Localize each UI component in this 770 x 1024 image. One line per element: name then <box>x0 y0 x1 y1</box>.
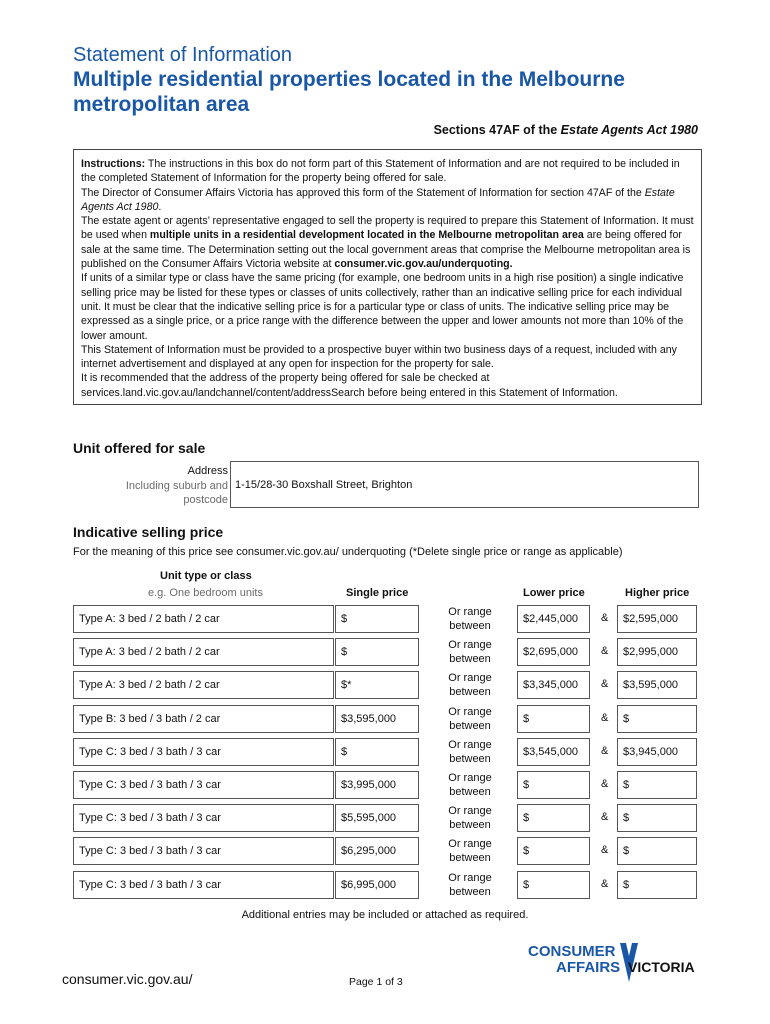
or-range-label <box>440 705 500 733</box>
or-range-line2: between <box>449 653 491 665</box>
range-ampersand: & <box>601 844 609 856</box>
higher-price-cell[interactable]: $ <box>617 837 697 865</box>
range-ampersand: & <box>601 778 609 790</box>
range-ampersand: & <box>601 612 609 624</box>
or-range-line1: Or range <box>448 739 492 751</box>
higher-price-cell[interactable]: $2,595,000 <box>617 605 697 633</box>
range-ampersand: & <box>601 645 609 657</box>
or-range-line1: Or range <box>448 606 492 618</box>
unit-type-cell[interactable]: Type C: 3 bed / 3 bath / 3 car <box>73 871 334 899</box>
or-range-line2: between <box>449 720 491 732</box>
single-price-cell[interactable]: $ <box>335 638 419 666</box>
instructions-label: Instructions: <box>81 158 146 170</box>
lower-price-cell[interactable]: $3,345,000 <box>517 671 590 699</box>
price-note: For the meaning of this price see consumer.vic.gov.au/ underquoting (*Delete single price or range as applicable) <box>73 546 623 558</box>
instructions-p4: If units of a similar type or class have the same pricing (for example, one bedroom units in a high rise position) a single indicative selling price may be listed for these types or classes of units collectively, rather than an indicative selling price for each individual unit. It must be clear that the indicative selling price is for a particular type or class of units. The indicative selling price may be expressed as a single price, or a price range with the difference between the upper and lower amounts not more than 10% of the lower amount. <box>81 272 684 342</box>
unit-type-cell[interactable]: Type C: 3 bed / 3 bath / 3 car <box>73 837 334 865</box>
unit-heading: Unit offered for sale <box>73 440 206 456</box>
instructions-p3b: are being offered for sale at the same time. The Determination setting out the local government areas that comprise the Melbourne metropolitan area is published on the Consumer Affairs Victoria website at <box>81 229 691 271</box>
or-range-line2: between <box>449 786 491 798</box>
address-label-line2: Including suburb and <box>125 479 228 492</box>
sections-reference <box>434 123 698 137</box>
address-label-line3: postcode <box>183 494 228 506</box>
sections-prefix: Sections 47AF of the <box>433 123 561 137</box>
or-range-line2: between <box>449 852 491 864</box>
unit-type-cell[interactable]: Type A: 3 bed / 2 bath / 2 car <box>73 605 334 633</box>
instructions-p1: The instructions in this box do not form part of this Statement of Information and are not required to be included in the completed Statement of Information for the property being offered for sale. <box>81 158 680 185</box>
col-lower-header: Lower price <box>523 587 585 599</box>
instructions-p3-bold: multiple units in a residential development located in the Melbourne metropolitan area <box>149 229 584 242</box>
unit-type-cell[interactable]: Type B: 3 bed / 3 bath / 2 car <box>73 705 334 733</box>
range-ampersand: & <box>601 712 609 724</box>
range-ampersand: & <box>601 678 609 690</box>
or-range-label <box>440 605 500 633</box>
higher-price-cell[interactable]: $ <box>617 771 697 799</box>
higher-price-cell[interactable]: $ <box>617 705 697 733</box>
instructions-p2-end: . <box>158 200 162 213</box>
lower-price-cell[interactable]: $ <box>517 804 590 832</box>
col-single-header: Single price <box>346 587 409 599</box>
or-range-line1: Or range <box>448 872 492 884</box>
single-price-cell[interactable]: $3,595,000 <box>335 705 419 733</box>
or-range-line1: Or range <box>448 706 492 718</box>
col-type-hint: e.g. One bedroom units <box>148 587 263 599</box>
higher-price-cell[interactable]: $3,945,000 <box>617 738 697 766</box>
or-range-line1: Or range <box>448 805 492 817</box>
lower-price-cell[interactable]: $3,545,000 <box>517 738 590 766</box>
single-price-cell[interactable]: $6,995,000 <box>335 871 419 899</box>
single-price-cell[interactable]: $5,595,000 <box>335 804 419 832</box>
lower-price-cell[interactable]: $ <box>517 837 590 865</box>
higher-price-cell[interactable]: $2,995,000 <box>617 638 697 666</box>
or-range-label <box>440 837 500 865</box>
instructions-p3a: The estate agent or agents’ representative engaged to sell the property is required to prepare this Statement of Information. It must be used when <box>81 215 694 242</box>
single-price-cell[interactable]: $3,995,000 <box>335 771 419 799</box>
instructions-p6: It is recommended that the address of the property being offered for sale be checked at services.land.vic.gov.au/landchannel/content/addressSearch before being entered in this Statement of Information. <box>81 372 618 399</box>
or-range-label <box>440 771 500 799</box>
lower-price-cell[interactable]: $2,445,000 <box>517 605 590 633</box>
or-range-label <box>440 638 500 666</box>
or-range-line2: between <box>449 886 491 898</box>
or-range-line1: Or range <box>448 838 492 850</box>
underquoting-link[interactable]: consumer.vic.gov.au/underquoting. <box>334 258 513 271</box>
instructions-p2: The Director of Consumer Affairs Victoria has approved this form of the Statement of Information for section 47AF of the <box>81 186 645 199</box>
range-ampersand: & <box>601 811 609 823</box>
sections-act: Estate Agents Act 1980 <box>560 123 698 137</box>
higher-price-cell[interactable]: $ <box>617 804 697 832</box>
unit-type-cell[interactable]: Type A: 3 bed / 2 bath / 2 car <box>73 671 334 699</box>
or-range-label <box>440 871 500 899</box>
unit-type-cell[interactable]: Type A: 3 bed / 2 bath / 2 car <box>73 638 334 666</box>
instructions-box <box>73 149 702 405</box>
or-range-line1: Or range <box>448 772 492 784</box>
single-price-cell[interactable]: $ <box>335 738 419 766</box>
instructions-p5: This Statement of Information must be provided to a prospective buyer within two business days of a request, included with any internet advertisement and displayed at any open for inspection for the property for sale. <box>81 343 677 371</box>
lower-price-cell[interactable]: $ <box>517 871 590 899</box>
address-value: 1-15/28-30 Boxshall Street, Brighton <box>235 479 413 491</box>
or-range-label <box>440 671 500 699</box>
consumer-affairs-victoria-logo <box>528 940 703 995</box>
logo-victoria: VICTORIA <box>628 959 695 975</box>
or-range-line2: between <box>449 620 491 632</box>
or-range-line1: Or range <box>448 672 492 684</box>
logo-line2: AFFAIRS <box>556 959 621 976</box>
additional-entries-note: Additional entries may be included or attached as required. <box>241 909 529 921</box>
or-range-label <box>440 804 500 832</box>
unit-type-cell[interactable]: Type C: 3 bed / 3 bath / 3 car <box>73 771 334 799</box>
single-price-cell[interactable]: $6,295,000 <box>335 837 419 865</box>
logo-line1: CONSUMER <box>528 943 616 960</box>
address-label <box>100 464 228 508</box>
col-type-header: Unit type or class <box>160 570 252 582</box>
or-range-label <box>440 738 500 766</box>
footer-url[interactable]: consumer.vic.gov.au/ <box>62 971 193 987</box>
form-subtitle: Statement of Information <box>73 44 293 66</box>
or-range-line1: Or range <box>448 639 492 651</box>
col-higher-header: Higher price <box>625 587 690 599</box>
unit-type-cell[interactable]: Type C: 3 bed / 3 bath / 3 car <box>73 738 334 766</box>
unit-type-cell[interactable]: Type C: 3 bed / 3 bath / 3 car <box>73 804 334 832</box>
single-price-cell[interactable]: $* <box>335 671 419 699</box>
instructions-p2-act: Estate Agents Act 1980 <box>81 186 675 213</box>
lower-price-cell[interactable]: $ <box>517 771 590 799</box>
price-heading: Indicative selling price <box>73 524 224 540</box>
lower-price-cell[interactable]: $2,695,000 <box>517 638 590 666</box>
higher-price-cell[interactable]: $3,595,000 <box>617 671 697 699</box>
or-range-line2: between <box>449 686 491 698</box>
range-ampersand: & <box>601 745 609 757</box>
page-number: Page 1 of 3 <box>349 976 403 988</box>
single-price-cell[interactable]: $ <box>335 605 419 633</box>
lower-price-cell[interactable]: $ <box>517 705 590 733</box>
or-range-line2: between <box>449 753 491 765</box>
page-title: Multiple residential properties located in the Melbourne metropolitan area <box>73 68 625 116</box>
or-range-line2: between <box>449 819 491 831</box>
range-ampersand: & <box>601 878 609 890</box>
higher-price-cell[interactable]: $ <box>617 871 697 899</box>
address-label-line1: Address <box>187 465 228 477</box>
